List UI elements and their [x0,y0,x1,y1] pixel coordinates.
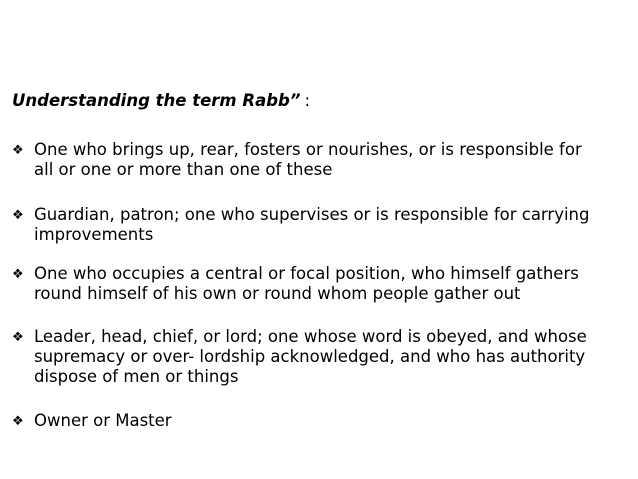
bullet-text: One who brings up, rear, fosters or nourishes, or is responsible for all or one or more than one of these [34,140,582,179]
diamond-bullet-icon: ❖ [12,208,24,223]
bullet-text: Guardian, patron; one who supervises or is responsible for carrying improvements [34,205,590,244]
diamond-bullet-icon: ❖ [12,414,24,429]
bullet-item [12,411,622,432]
diamond-bullet-icon: ❖ [12,143,24,158]
heading-title: Understanding the term Rabb” [12,91,301,110]
diamond-bullet-icon: ❖ [12,330,24,345]
slide-heading [12,91,310,111]
heading-colon: : [304,91,311,110]
bullet-item [12,264,622,304]
bullet-text: Owner or Master [34,411,172,430]
diamond-bullet-icon: ❖ [12,267,24,282]
bullet-text: Leader, head, chief, or lord; one whose word is obeyed, and whose supremacy or over- lordship acknowledged, and who has authority dispose of men or things [34,327,587,386]
bullet-item [12,140,622,180]
bullet-item [12,205,622,245]
bullet-text: One who occupies a central or focal position, who himself gathers round himself of his own or round whom people gather out [34,264,579,303]
bullet-item [12,327,622,387]
